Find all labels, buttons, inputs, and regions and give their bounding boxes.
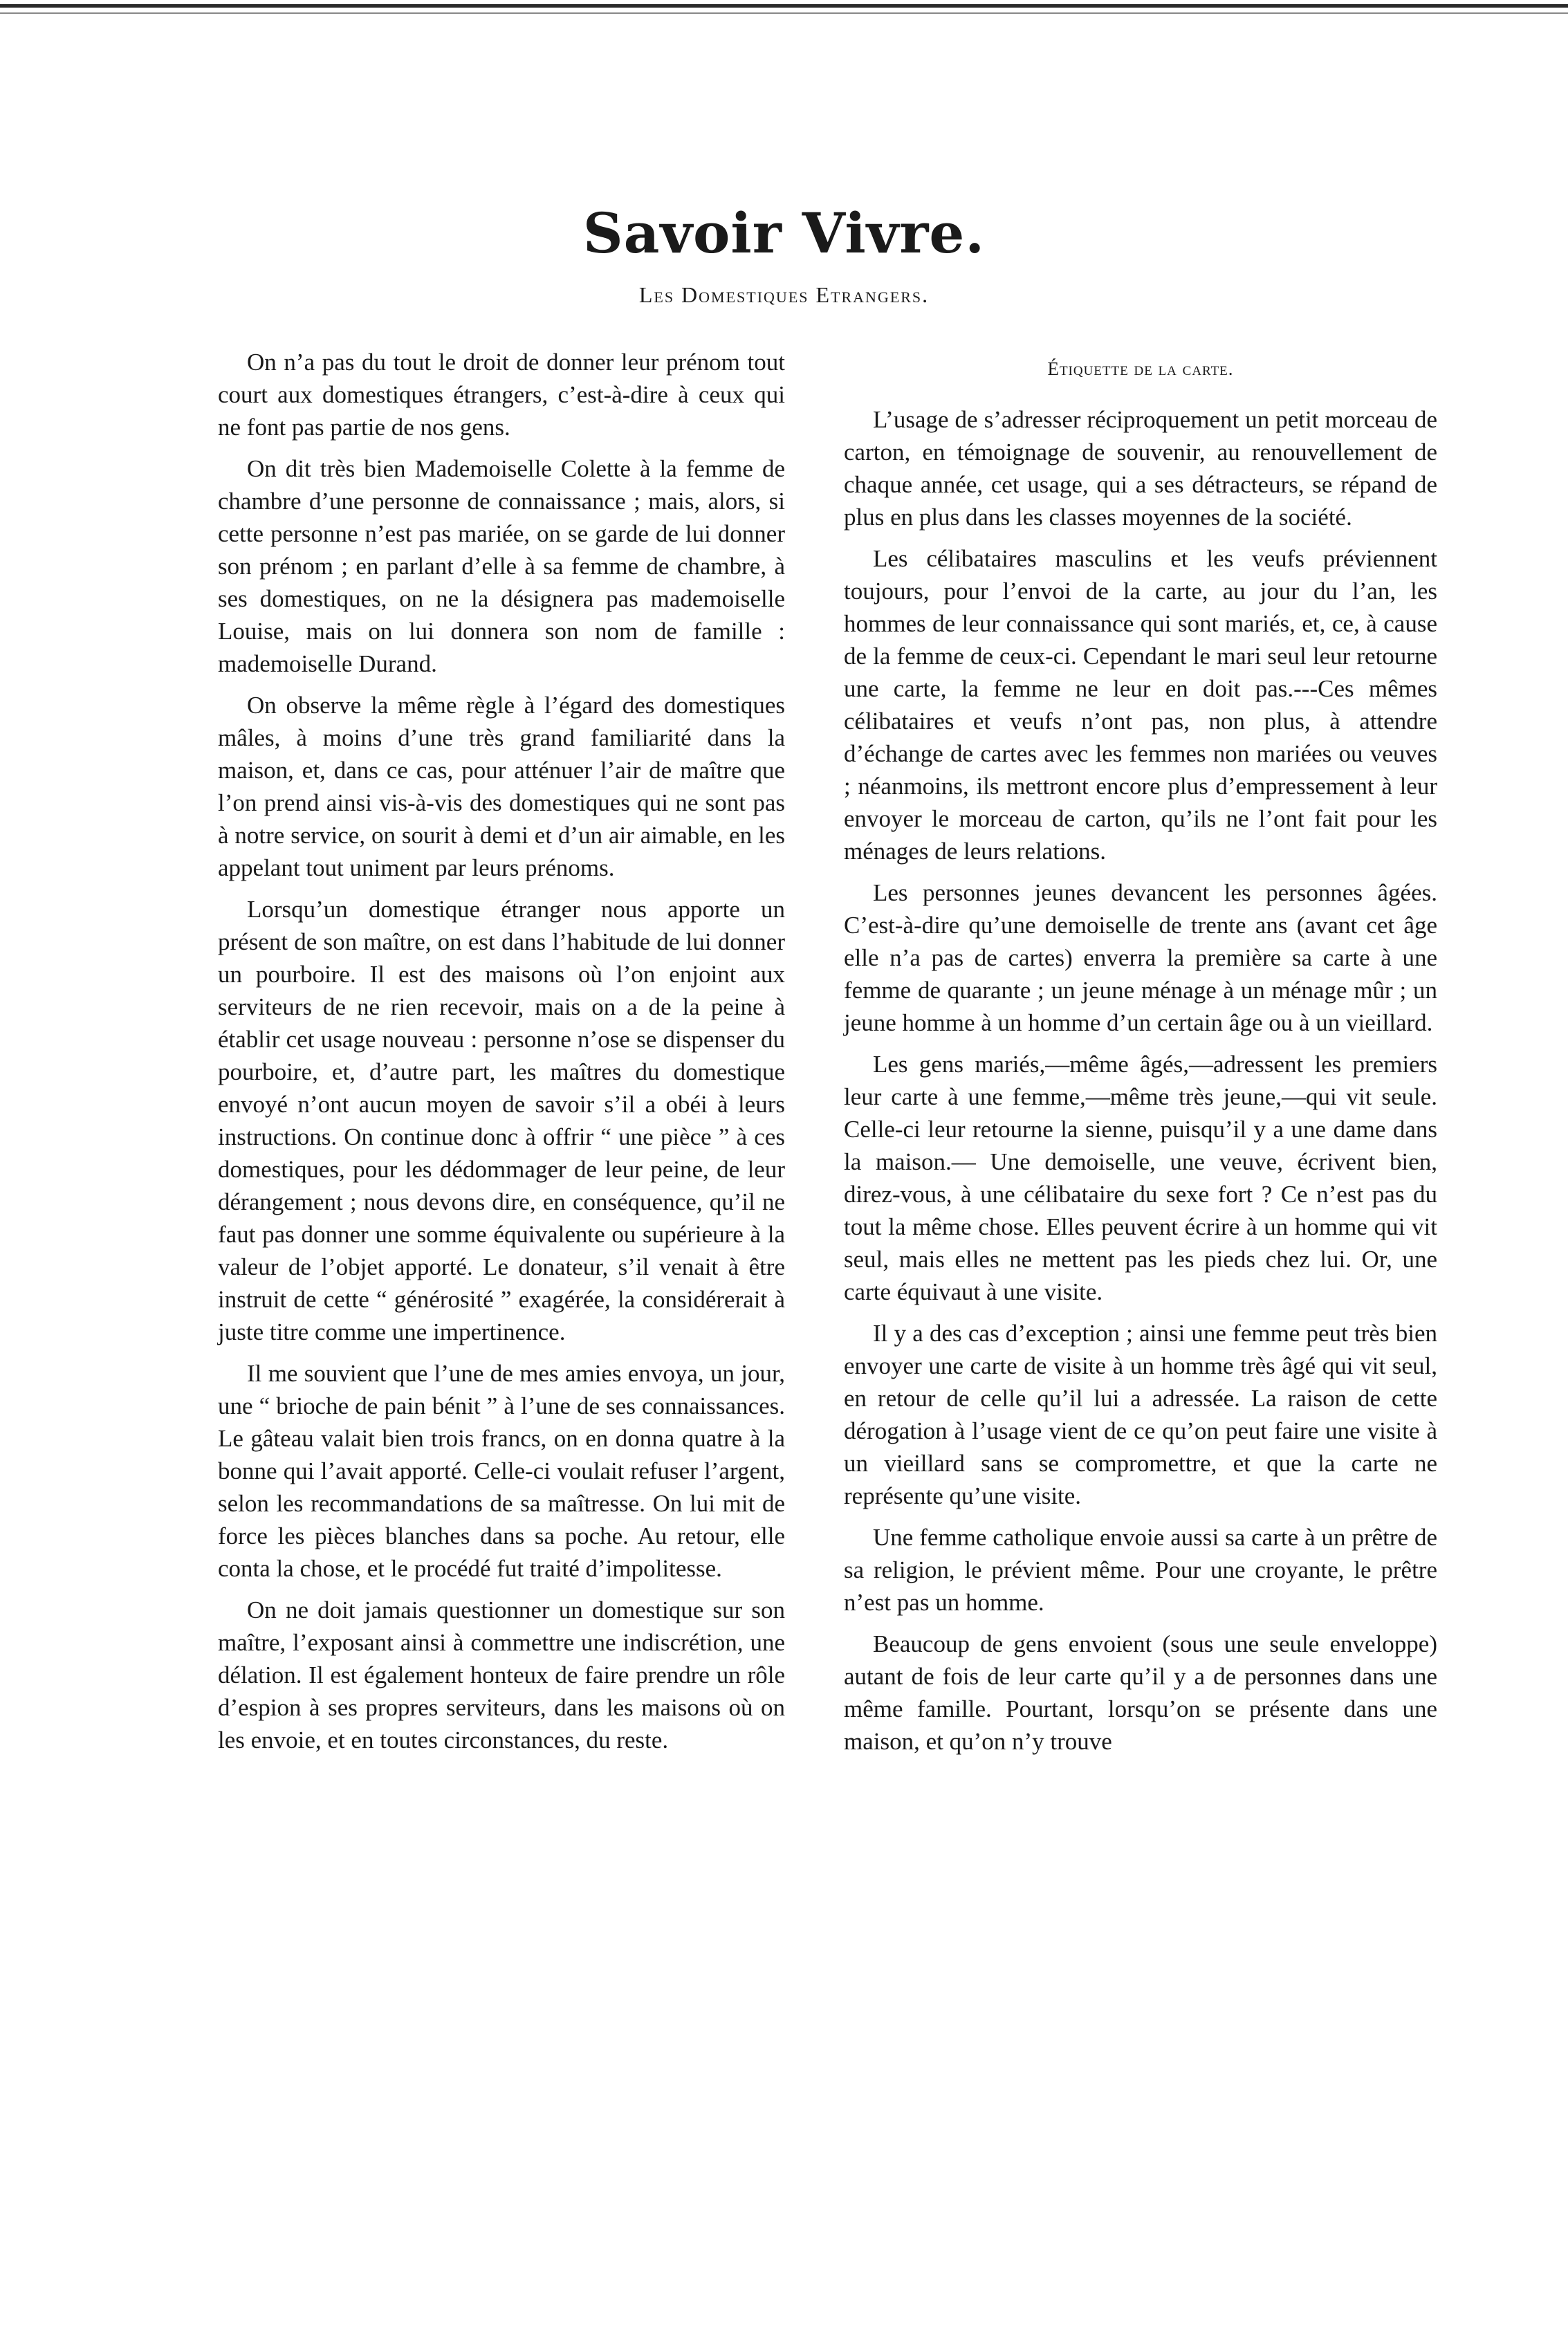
right-column bbox=[844, 353, 1437, 1767]
top-rule-thin bbox=[0, 12, 1568, 14]
article-title: Savoir Vivre. bbox=[582, 201, 986, 266]
paragraph: Lorsqu’un domestique étranger nous apporte un présent de son maître, on est dans l’habitude de lui donner un pourboire. Il est des maisons où l’on enjoint aux serviteurs de ne rien recevoir, mais on a de la peine à établir cet usage nouveau : personne n’ose se dispenser du pourboire, et, d’autre part, les maîtres du domestique envoyé n’ont aucun moyen de savoir s’il a obéi à leurs instructions. On continue donc à offrir “ une pièce ” à ces domestiques, pour les dédommager de leur peine, de leur dérangement ; nous devons dire, en conséquence, qu’il ne faut pas donner une somme équivalente ou supérieure à la valeur de l’objet apporté. Le donateur, s’il venait à être instruit de cette “ générosité ” exagérée, la considérerait à juste titre comme une impertinence. bbox=[218, 896, 785, 1345]
top-rule bbox=[0, 4, 1568, 8]
paragraph: On n’a pas du tout le droit de donner leur prénom tout court aux domestiques étrangers, c’est-à-dire à ceux qui ne font pas partie de nos gens. bbox=[218, 349, 785, 441]
paragraph: Les gens mariés,—même âgés,—adressent les premiers leur carte à une femme,—même très jeune,—qui vit seule. Celle-ci leur retourne la sienne, puisqu’il y a une dame dans la maison.— Une demoiselle, une veuve, écrivent bien, direz-vous, à une célibataire du sexe fort ? Ce n’est pas du tout la même chose. Elles peuvent écrire à un homme qui vit seul, mais elles ne mettent pas les pieds chez lui. Or, une carte équivaut à une visite. bbox=[844, 1051, 1437, 1305]
paragraph: On observe la même règle à l’égard des domestiques mâles, à moins d’une très grand familiarité dans la maison, et, dans ce cas, pour atténuer l’air de maître que l’on prend ainsi vis-à-vis des domestiques qui ne sont pas à notre service, on sourit à demi et d’un air aimable, en les appelant tout uniment par leurs prénoms. bbox=[218, 692, 785, 881]
paragraph: On ne doit jamais questionner un domestique sur son maître, l’exposant ainsi à commettre une indiscrétion, une délation. Il est également honteux de faire prendre un rôle d’espion à ses propres serviteurs, dans les maisons où on les envoie, et en toutes circonstances, du reste. bbox=[218, 1596, 785, 1754]
paragraph: Il me souvient que l’une de mes amies envoya, un jour, une “ brioche de pain bénit ” à l’une de ses connaissances. Le gâteau valait bien trois francs, on en donna quatre à la bonne qui l’avait apporté. Celle-ci voulait refuser l’argent, selon les recommandations de sa maîtresse. On lui mit de force les pièces blanches dans sa poche. Au retour, elle conta la chose, et le procédé fut traité d’impolitesse. bbox=[218, 1360, 785, 1582]
paragraph: Beaucoup de gens envoient (sous une seule enveloppe) autant de fois de leur carte qu’il y a de personnes dans une même famille. Pourtant, lorsqu’on se présente dans une maison, et qu’on n’y trouve bbox=[844, 1630, 1437, 1755]
paragraph: Les célibataires masculins et les veufs préviennent toujours, pour l’envoi de la carte, au jour du l’an, les hommes de leur connaissance qui sont mariés, et, ce, à cause de la femme de ceux-ci. Cependant le mari seul leur retourne une carte, la femme ne leur en doit pas.---Ces mêmes célibataires et veufs n’ont pas, non plus, à attendre d’échange de cartes avec les femmes non mariées ou veuves ; néanmoins, ils mettront encore plus d’empressement à leur envoyer le morceau de carton, qu’ils ne l’ont fait pour les ménages de leurs relations. bbox=[844, 545, 1437, 865]
article-subtitle: Les Domestiques Etrangers. bbox=[638, 282, 930, 307]
paragraph: Il y a des cas d’exception ; ainsi une femme peut très bien envoyer une carte de visite à un homme très âgé qui vit seul, en retour de celle qu’il lui a adressée. La raison de cette dérogation à l’usage vient de ce qu’on peut faire une visite à un vieillard sans se compromettre, et que la carte ne représente qu’une visite. bbox=[844, 1320, 1437, 1509]
section-title: Étiquette de la carte. bbox=[1047, 358, 1234, 379]
paragraph: Une femme catholique envoie aussi sa carte à un prêtre de sa religion, le prévient même. Pour une croyante, le prêtre n’est pas un homme. bbox=[844, 1524, 1437, 1616]
paragraph: Les personnes jeunes devancent les personnes âgées. C’est-à-dire qu’une demoiselle de trente ans (avant cet âge elle n’a pas de cartes) enverra la première sa carte à une femme de quarante ; un jeune ménage à un ménage mûr ; un jeune homme à un homme d’un certain âge ou à un vieillard. bbox=[844, 879, 1437, 1036]
paragraph: On dit très bien Mademoiselle Colette à la femme de chambre d’une personne de connaissance ; mais, alors, si cette personne n’est pas mariée, on se garde de lui donner son prénom ; en parlant d’elle à sa femme de chambre, à ses domestiques, on ne la désignera pas mademoiselle Louise, mais on lui donnera son nom de famille : mademoiselle Durand. bbox=[218, 455, 785, 677]
paragraph: L’usage de s’adresser réciproquement un petit morceau de carton, en témoignage de souvenir, au renouvellement de chaque année, cet usage, qui a ses détracteurs, se répand de plus en plus dans les classes moyennes de la société. bbox=[844, 406, 1437, 531]
left-column bbox=[218, 346, 785, 1765]
